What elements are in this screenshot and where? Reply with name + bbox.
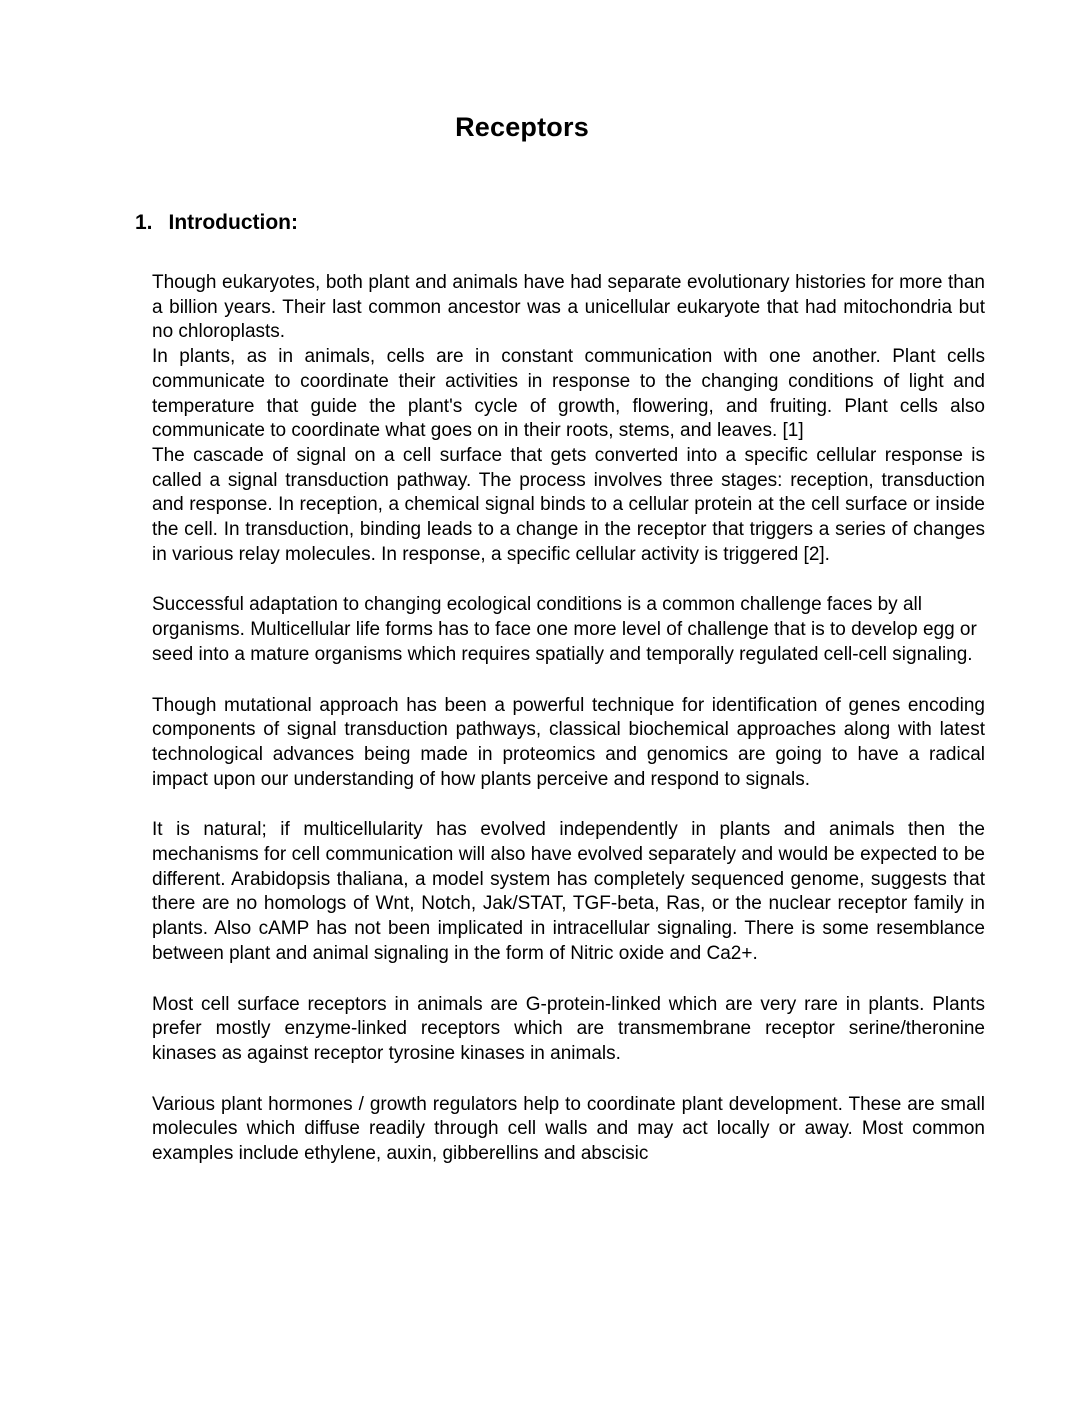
section-heading [135,211,1088,235]
paragraph: Most cell surface receptors in animals are G-protein-linked which are very rare in plants. Plants prefer mostly enzyme-linked receptors which are transmembrane receptor serine/theronine kinases as against receptor tyrosine kinases in animals. [152,993,985,1064]
paragraph: In plants, as in animals, cells are in constant communication with one another. Plant cells communicate to coordinate their activities in response to the changing conditions of light and temperature that guide the plant's cycle of growth, flowering, and fruiting. Plant cells also communicate to coordinate what goes on in their roots, stems, and leaves. [1] [152,346,985,442]
section-heading-label: Introduction: [168,211,298,234]
paragraph: The cascade of signal on a cell surface that gets converted into a specific cellular response is called a signal transduction pathway. The process involves three stages: reception, transduction and response. In reception, a chemical signal binds to a cellular protein at the cell surface or inside the cell. In transduction, binding leads to a change in the receptor that triggers a series of changes in various relay molecules. In response, a specific cellular activity is triggered [2]. [152,444,985,565]
page-title: Receptors [455,112,589,142]
section-number: 1. [135,211,153,234]
paragraph: It is natural; if multicellularity has evolved independently in plants and animals then the mechanisms for cell communication will also have evolved separately and would be expected to be different. Arabidopsis thaliana, a model system has completely sequenced genome, suggests that there are no homologs of Wnt, Notch, Jak/STAT, TGF-beta, Ras, or the nuclear receptor family in plants. Also cAMP has not been implicated in intracellular signaling. There is some resemblance between plant and animal signaling in the form of Nitric oxide and Ca2+. [152,819,985,964]
paragraph: Successful adaptation to changing ecological conditions is a common challenge faces by all organisms. Multicellular life forms has to face one more level of challenge that is to develop egg or seed into a mature organisms which requires spatially and temporally regulated cell-cell signaling. [152,594,977,665]
document-body [152,271,985,1167]
paragraph: Though eukaryotes, both plant and animals have had separate evolutionary histories for more than a billion years. Their last common ancestor was a unicellular eukaryote that had mitochondria but no chloroplasts. [152,272,985,343]
paragraph: Though mutational approach has been a powerful technique for identification of genes encoding components of signal transduction pathways, classical biochemical approaches along with latest technological advances being made in proteomics and genomics are going to have a radical impact upon our understanding of how plants perceive and respond to signals. [152,694,985,790]
paragraph: Various plant hormones / growth regulators help to coordinate plant development. These are small molecules which diffuse readily through cell walls and may act locally or away. Most common examples include ethylene, auxin, gibberellins and abscisic [152,1093,985,1165]
